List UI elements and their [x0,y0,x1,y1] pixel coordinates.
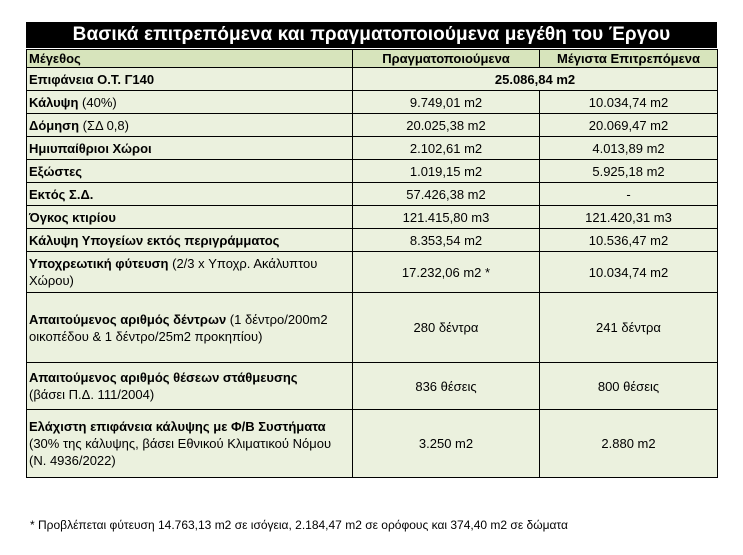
actual-value: 1.019,15 m2 [353,160,540,183]
row-label: Απαιτούμενος αριθμός θέσεων στάθμευσης (βάσει Π.Δ. 111/2004) [27,363,353,410]
table-row [27,206,718,229]
row-label: Δόμηση (ΣΔ 0,8) [27,114,353,137]
actual-value: 3.250 m2 [353,410,540,478]
project-sizes-table [26,49,718,478]
actual-value: 280 δέντρα [353,293,540,363]
header-row [27,50,718,68]
table-row [27,363,718,410]
row-label: Επιφάνεια Ο.Τ. Γ140 [27,68,353,91]
max-value: - [540,183,718,206]
actual-value: 57.426,38 m2 [353,183,540,206]
row-label: Απαιτούμενος αριθμός δέντρων (1 δέντρο/200m2 οικοπέδου & 1 δέντρο/25m2 προκηπίου) [27,293,353,363]
row-label: Ελάχιστη επιφάνεια κάλυψης με Φ/Β Συστήματα (30% της κάλυψης, βάσει Εθνικού Κλιματικού Νόμου (Ν. 4936/2022) [27,410,353,478]
table-row [27,183,718,206]
row-label: Ημιυπαίθριοι Χώροι [27,137,353,160]
actual-value: 8.353,54 m2 [353,229,540,252]
max-value: 4.013,89 m2 [540,137,718,160]
table-row [27,252,718,293]
table-title: Βασικά επιτρεπόμενα και πραγματοποιούμενα μεγέθη του Έργου [26,22,717,48]
plot-area-value: 25.086,84 m2 [353,68,718,91]
header-max: Μέγιστα Επιτρεπόμενα [540,50,718,68]
actual-value: 2.102,61 m2 [353,137,540,160]
max-value: 2.880 m2 [540,410,718,478]
row-label: Εξώστες [27,160,353,183]
table-row [27,137,718,160]
header-size: Μέγεθος [27,50,353,68]
table-row [27,68,718,91]
table-row [27,160,718,183]
footnote: * Προβλέπεται φύτευση 14.763,13 m2 σε ισόγεια, 2.184,47 m2 σε ορόφους και 374,40 m2 σε δώματα [30,518,568,532]
table-row [27,114,718,137]
max-value: 10.034,74 m2 [540,252,718,293]
actual-value: 9.749,01 m2 [353,91,540,114]
row-label: Εκτός Σ.Δ. [27,183,353,206]
max-value: 241 δέντρα [540,293,718,363]
actual-value: 17.232,06 m2 * [353,252,540,293]
max-value: 20.069,47 m2 [540,114,718,137]
row-label: Όγκος κτιρίου [27,206,353,229]
row-label: Κάλυψη Υπογείων εκτός περιγράμματος [27,229,353,252]
max-value: 121.420,31 m3 [540,206,718,229]
table-row [27,293,718,363]
table-row [27,229,718,252]
table-row [27,410,718,478]
actual-value: 20.025,38 m2 [353,114,540,137]
actual-value: 121.415,80 m3 [353,206,540,229]
row-label: Κάλυψη (40%) [27,91,353,114]
max-value: 10.536,47 m2 [540,229,718,252]
table-row [27,91,718,114]
max-value: 800 θέσεις [540,363,718,410]
actual-value: 836 θέσεις [353,363,540,410]
max-value: 5.925,18 m2 [540,160,718,183]
header-actual: Πραγματοποιούμενα [353,50,540,68]
row-label: Υποχρεωτική φύτευση (2/3 x Υποχρ. Ακάλυπτου Χώρου) [27,252,353,293]
max-value: 10.034,74 m2 [540,91,718,114]
